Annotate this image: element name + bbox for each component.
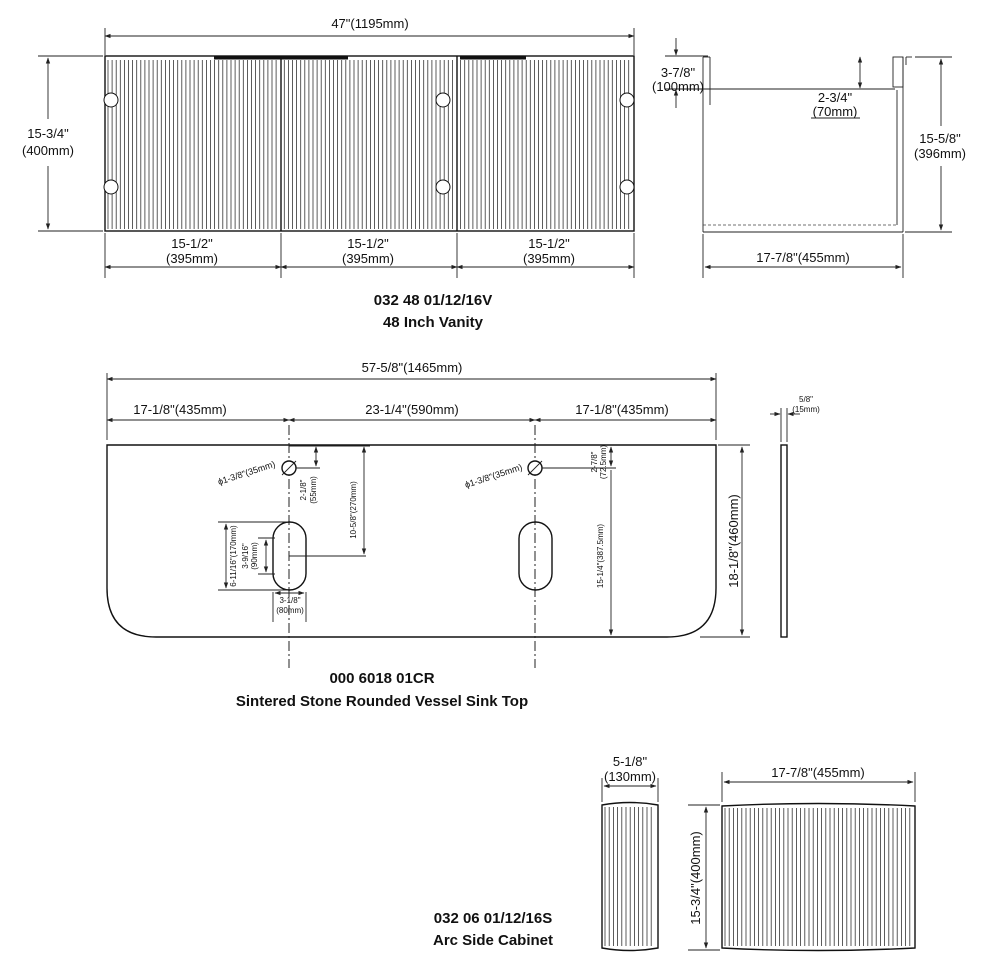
side-cabinet-model-number: 032 06 01/12/16S <box>433 910 553 927</box>
side-height-mm-label: (396mm) <box>913 146 967 161</box>
hinge-marker <box>104 180 118 194</box>
top-rail-inch-label: 3-7/8" <box>660 65 696 80</box>
vanity-width-label: 47"(1195mm) <box>331 16 409 31</box>
left-offset-label: 17-1/8"(435mm) <box>133 402 227 417</box>
sink-total-width-label: 57-5/8"(1465mm) <box>361 360 463 375</box>
side-depth-label: 17-7/8"(455mm) <box>756 250 850 265</box>
door-width-inch-label: 15-1/2" <box>171 236 213 251</box>
side-cabinet-side-fluting <box>725 808 910 946</box>
side-cabinet-side <box>722 804 915 951</box>
thickness-mm-label: (15mm) <box>792 405 820 414</box>
sink-slab-outline <box>107 445 716 637</box>
hinge-marker <box>436 93 450 107</box>
door-width-mm-label: (395mm) <box>165 251 219 266</box>
cabinet-depth-label: 17-7/8"(455mm) <box>771 765 865 780</box>
sink-top-model-number: 000 6018 01CR <box>329 670 435 687</box>
hinge-marker <box>436 180 450 194</box>
hinge-marker <box>620 180 634 194</box>
drain-width-inch-label: 3-1/8" <box>279 596 301 605</box>
tap-to-edge-inch-label: 2-1/8" <box>299 479 308 501</box>
sink-top-name: Sintered Stone Rounded Vessel Sink Top <box>235 693 529 710</box>
door-width-mm-label: (395mm) <box>341 251 395 266</box>
side-cabinet-views <box>602 754 915 951</box>
slab-thickness-section <box>781 445 787 637</box>
door-width-inch-label: 15-1/2" <box>347 236 389 251</box>
hinge-marker <box>104 93 118 107</box>
cabinet-width-inch-label: 5-1/8" <box>612 754 648 769</box>
drain-inner-inch-label: 3-9/16" <box>241 543 250 569</box>
right-offset-label: 17-1/8"(435mm) <box>575 402 669 417</box>
door-width-mm-label: (395mm) <box>522 251 576 266</box>
cabinet-width-mm-label: (130mm) <box>603 769 657 784</box>
vanity-front-view <box>22 16 634 278</box>
thickness-inch-label: 5/8" <box>799 395 813 404</box>
tap-to-drain-label: 10-5/8"(270mm) <box>349 481 358 539</box>
drain-length-label: 6-11/16"(170mm) <box>229 525 238 587</box>
left-tap-hole-label: ϕ1-3/8"(35mm) <box>216 458 277 487</box>
vanity-fluting <box>108 60 629 229</box>
vanity-side-view <box>652 38 966 278</box>
cabinet-height-label: 15-3/4"(400mm) <box>688 831 703 925</box>
side-cabinet-name: Arc Side Cabinet <box>432 932 554 949</box>
hinge-marker <box>620 93 634 107</box>
right-drain-offset-label: 15-1/4"(387.5mm) <box>596 523 605 589</box>
inner-depth-inch-label: 2-3/4" <box>817 90 853 105</box>
right-tap-mm-label: (72.5mm) <box>599 444 608 480</box>
drain-width-mm-label: (80mm) <box>276 606 304 615</box>
side-height-inch-label: 15-5/8" <box>919 131 961 146</box>
sink-top-view <box>107 360 820 668</box>
drain-inner-mm-label: (90mm) <box>250 542 259 570</box>
vanity-height-mm-label: (400mm) <box>21 143 75 158</box>
vanity-model-number: 032 48 01/12/16V <box>373 292 493 309</box>
right-tap-inch-label: 2-7/8" <box>590 451 599 473</box>
tap-to-edge-mm-label: (55mm) <box>309 476 318 504</box>
vanity-height-inch-label: 15-3/4" <box>27 126 69 141</box>
side-cabinet-front-fluting <box>605 807 651 946</box>
inner-depth-mm-label: (70mm) <box>812 104 858 119</box>
door-width-inch-label: 15-1/2" <box>528 236 570 251</box>
sink-depth-label: 18-1/8"(460mm) <box>726 494 741 588</box>
vanity-name: 48 Inch Vanity <box>382 314 484 331</box>
center-span-label: 23-1/4"(590mm) <box>365 402 459 417</box>
top-rail-mm-label: (100mm) <box>651 79 705 94</box>
back-rail <box>893 57 903 87</box>
right-tap-hole-label: ϕ1-3/8"(35mm) <box>463 461 524 490</box>
